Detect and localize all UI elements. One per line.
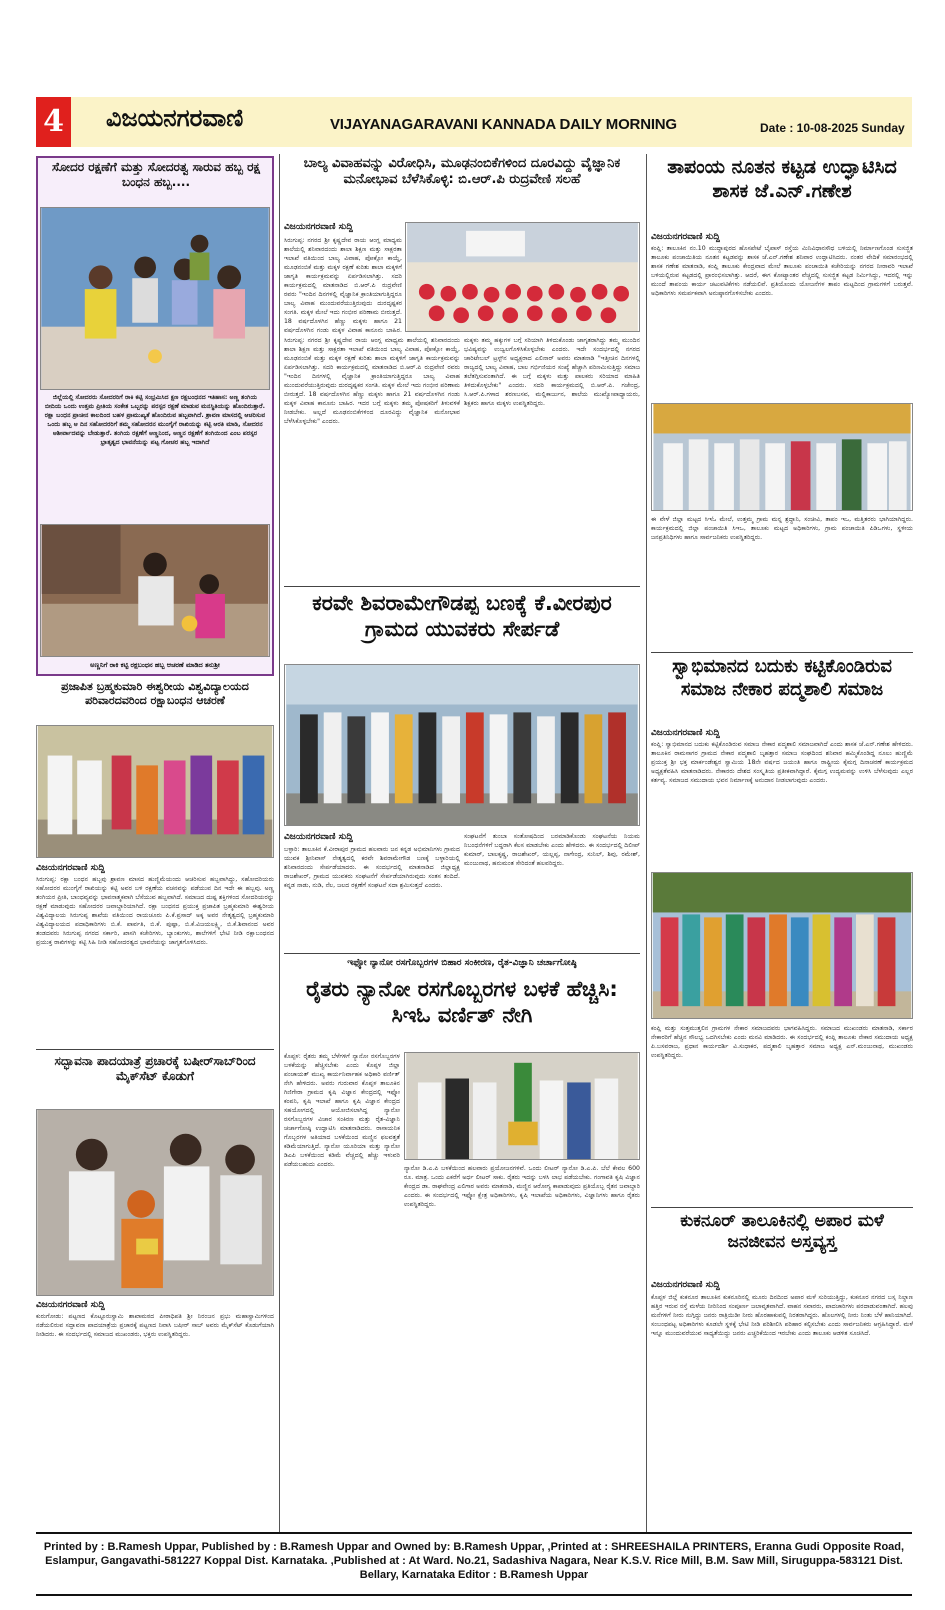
article-body: ಕೊಪ್ಪಳ ಜಿಲ್ಲೆ ಕುಕನೂರ ತಾಲೂಕಿನ ಕುಕನೂರಿನಲ್ಲಿ ಮೂರು ದಿನದಿಂದ ಅಪಾರ ಮಳೆ ಸುರಿಯುತ್ತಿದ್ದು, ಕುಕನೂರ ನಗರದ ಬಸ್ಸ ನಿಲ್ದಾಣ ಹತ್ತಿರ ಇರುವ ರಸ್ತೆ ಮಳೆಯ ನೀರಿನಿಂದ ಸಂಪೂರ್ಣ ಜಲಾವೃತವಾಗಿದೆ. ವಾಹನ ಸವಾರರು, ಪಾದಚಾರಿಗಳು ಪರದಾಡುವಂತಾಗಿದೆ. ಹಲವು ಮನೆಗಳಿಗೆ ನೀರು ನುಗ್ಗಿದ್ದು ಜನರು ರಾತ್ರಿಯಿಡೀ ನೀರು ಹೊರಹಾಕುವಲ್ಲಿ ನಿರತರಾಗಿದ್ದರು. ಹೊಲಗಳಲ್ಲಿ ನೀರು ನಿಂತು ಬೆಳೆ ಹಾನಿಯಾಗಿದೆ. ಸಂಬಂಧಪಟ್ಟ ಅಧಿಕಾರಿಗಳು ಕೂಡಲೇ ಸ್ಥಳಕ್ಕೆ ಭೇಟಿ ನೀಡಿ ಪರಿಶೀಲಿಸಿ ಪರಿಹಾರ ಕಲ್ಪಿಸಬೇಕು ಎಂದು ಸಾರ್ವಜನಿಕರು ಆಗ್ರಹಿಸಿದ್ದಾರೆ. ಮಳೆ ಇನ್ನೂ ಮುಂದುವರೆಯುವ ಸಾಧ್ಯತೆಯಿದ್ದು ಜನರು ಎಚ್ಚರಿಕೆಯಿಂದ ಇರಬೇಕು ಎಂದು ತಾಲೂಕು ಆಡಳಿತ ಸೂಚಿಸಿದೆ. xyxy=(651,1294,913,1337)
photo-youth-joining-graphic xyxy=(285,665,639,825)
photo-school-awareness xyxy=(405,222,640,332)
article-byline: ವಿಜಯನಗರವಾಣಿ ಸುದ್ದಿ xyxy=(284,222,353,232)
article-headline: ತಾಪಂಯ ನೂತನ ಕಟ್ಟಡ ಉದ್ಘಾಟಿಸಿದ ಶಾಸಕ ಜೆ.ಎನ್.ಗಣೇಶ xyxy=(667,156,897,202)
article-byline: ವಿಜಯನಗರವಾಣಿ ಸುದ್ದಿ xyxy=(36,1300,105,1310)
article-divider xyxy=(651,652,913,653)
imprint-line: Bellary, Karnataka Editor : B.Ramesh Uppar xyxy=(359,1569,589,1581)
masthead-subtitle: VIJAYANAGARAVANI KANNADA DAILY MORNING xyxy=(330,116,677,133)
photo-nano-fertilizer-event xyxy=(404,1052,640,1160)
article-headline: ಸದ್ಭಾವನಾ ಪಾದಯಾತ್ರೆ ಪ್ರಚಾರಕ್ಕೆ ಬಷೀರ್‌ಸಾಬ್‌ರಿಂದ ಮೈಕ್‌ಸೆಟ್ ಕೊಡುಗೆ xyxy=(54,1054,256,1083)
photo-weaver-community xyxy=(651,872,913,1019)
photo-mic-set-donation xyxy=(36,1109,274,1296)
article-body: ಕುರುಗೋಡು: ಪಟ್ಟಣದ ಕೊಟ್ಟೂರುಸ್ವಾಮಿ ಶಾಖಾಮಠದ ಪೀಠಾಧಿಪತಿ ಶ್ರೀ ನಿರಂಜನ ಪ್ರಭು ಮಹಾಸ್ವಾಮಿಗಳಿಂದ ನಡೆಯಲಿರುವ ಸದ್ಭಾವನಾ ಪಾದಯಾತ್ರೆಯ ಪ್ರಚಾರಕ್ಕೆ ಪಟ್ಟಣದ ನಿವಾಸಿ ಬಷೀರ್ ಸಾಬ್ ಅವರು ಮೈಕ್‌ಸೆಟ್ ಕೊಡುಗೆಯಾಗಿ ನೀಡಿದರು. ಈ ಸಂದರ್ಭದಲ್ಲಿ ಸಮಾಜದ ಮುಖಂಡರು, ಭಕ್ತರು ಉಪಸ್ಥಿತರಿದ್ದರು. xyxy=(36,1313,274,1338)
article-kicker: ಇಫ್ಕೋ ನ್ಯಾನೋ ರಸಗೊಬ್ಬರಗಳ ಬಿಹಾರ ಸಂಕೀರಣ, ರೈತ-ವಿಜ್ಞಾನಿ ಚರ್ಚಾಗೋಷ್ಠಿ xyxy=(347,958,577,968)
article-divider xyxy=(284,953,640,954)
article-headline: ಕುಕನೂರ್ ತಾಲೂಕಿನಲ್ಲಿ ಅಪಾರ ಮಳೆ ಜನಜೀವನ ಅಸ್ತವ್ಯಸ್ತ xyxy=(680,1211,884,1253)
article-byline: ವಿಜಯನಗರವಾಣಿ ಸುದ್ದಿ xyxy=(651,232,720,242)
article-body: ಮಕ್ಕಳು ತಮ್ಮ ಹಕ್ಕುಗಳ ಬಗ್ಗೆ ಸರಿಯಾಗಿ ತಿಳಿದುಕೊಂಡು ಜಾಗೃತರಾಗಿದ್ದು ತಮ್ಮ ಮುಂದಿನ ಭವಿಷ್ಯವನ್ನು ಉಜ್ವಲಗೊಳಿಸಿಕೊಳ್ಳಬೇಕು ಎಂದರು. ಇದೇ ಸಂದರ್ಭದಲ್ಲಿ ನಗರದ ಚಾರಿಟೇಬಲ್ ಟ್ರಸ್ಟ್‌ನ ಅಧ್ಯಕ್ಷರಾದ ಎಲಿನಾರ್ ಅವರು ಮಾತನಾಡಿ "ಇತ್ತೀಚಿನ ದಿನಗಳಲ್ಲಿ ರಾಜ್ಯದಲ್ಲಿ ಬಾಲ್ಯ ವಿವಾಹ, ಬಾಲ ಗರ್ಭಿಣಿಯರ ಸಂಖ್ಯೆ ಹೆಚ್ಚಾಗಿ ಪರಿಣಮಿಸುತ್ತಿದ್ದು ಸಮಾಜ ತಲೆತಗ್ಗಿಸುವಂತಾಗಿದೆ. ಈ ಬಗ್ಗೆ ಮಕ್ಕಳು ಮತ್ತು ಪಾಲಕರು ಸರಿಯಾದ ಮಾಹಿತಿ ತಿಳಿದುಕೊಳ್ಳಬೇಕು" ಎಂದರು. ಸದರಿ ಕಾರ್ಯಕ್ರಮದಲ್ಲಿ ಬಿ.ಆರ್.ಪಿ. ಗಜೇಂದ್ರ, ಸಿ.ಆರ್.ಪಿ.ಗಳಾದ ಶರಣಬಸವ, ಮಲ್ಲಿಕಾರ್ಜುನ, ಶಾಲೆಯ ಮುಖ್ಯೋಪಾಧ್ಯಾಯರು, ಶಿಕ್ಷಕರು ಹಾಗೂ ಮಕ್ಕಳು ಉಪಸ್ಥಿತರಿದ್ದರು. xyxy=(464,337,640,407)
imprint-line: Eslampur, Gangavathi-581227 Koppal Dist. Karnataka. ,Published at : At Ward. No.21, Sadashiva Nagara, Near K.S.V. Rice Mill, B.M. Saw Mill, Siruguppa-583121 Dist. xyxy=(45,1555,903,1567)
article-byline: ವಿಜಯನಗರವಾಣಿ ಸುದ್ದಿ xyxy=(36,863,105,873)
photo-building-inauguration-graphic xyxy=(652,404,912,510)
article-headline: ಕರವೇ ಶಿವರಾಮೇಗೌಡಪ್ಪ ಬಣಕ್ಕೆ ಕೆ.ವೀರಪುರ ಗ್ರಾಮದ ಯುವಕರು ಸೇರ್ಪಡೆ xyxy=(312,591,612,642)
imprint-footer xyxy=(36,1540,912,1592)
article-divider xyxy=(651,1207,913,1208)
article-byline: ವಿಜಯನಗರವಾಣಿ ಸುದ್ದಿ xyxy=(651,728,720,738)
footer-top-rule xyxy=(36,1532,912,1534)
footer-bottom-rule xyxy=(36,1594,912,1596)
article-headline: ರೈತರು ನ್ಯಾನೋ ರಸಗೊಬ್ಬರಗಳ ಬಳಕೆ ಹೆಚ್ಚಿಸಿ: ಸಿಇಓ ವರ್ಣಿತ್ ನೇಗಿ xyxy=(306,977,618,1028)
article-body: ಸಿರುಗುಪ್ಪ: ನಗರದ ಶ್ರೀ ಕೃಷ್ಣದೇವ ರಾಯ ಆಂಗ್ಲ ಮಾಧ್ಯಮ ಶಾಲೆಯಲ್ಲಿ ಶನಿವಾರದಂದು ಶಾಲಾ ಶಿಕ್ಷಣ ಮತ್ತು ಸಾಕ್ಷರತಾ ಇಲಾಖೆ ವತಿಯಿಂದ ಬಾಲ್ಯ ವಿವಾಹ, ಪೋಕ್ಸೋ ಕಾಯ್ದೆ, ಮೂಢನಂಬಿಕೆ ಮತ್ತು ಮಕ್ಕಳ ರಕ್ಷಣೆ ಕುರಿತು ಶಾಲಾ ಮಕ್ಕಳಿಗೆ ಜಾಗೃತಿ ಕಾರ್ಯಕ್ರಮವನ್ನು ಏರ್ಪಡಿಸಲಾಗಿತ್ತು. ಸದರಿ ಕಾರ್ಯಕ್ರಮದಲ್ಲಿ ಮಾತನಾಡಿದ ಬಿ.ಆರ್.ಪಿ ರುದ್ರವೇಣಿ ರವರು "ಇಂದಿನ ದಿನಗಳಲ್ಲಿ ವೈಜ್ಞಾನಿಕ ಕ್ರಾಂತಿಯಾಗುತ್ತಿದ್ದರೂ ಬಾಲ್ಯ ವಿವಾಹ ಮುಂದುವರೆಯುತ್ತಿರುವುದು ದುರದೃಷ್ಟಕರ ಸಂಗತಿ. ಮಕ್ಕಳ ಮೇಲೆ ಇದು ಗಂಭೀರ ಪರಿಣಾಮ ಬೀರುತ್ತದೆ. 18 ವರ್ಷದೊಳಗಿನ ಹೆಣ್ಣು ಮಕ್ಕಳು ಹಾಗೂ 21 ವರ್ಷದೊಳಗಿನ ಗಂಡು ಮಕ್ಕಳ ವಿವಾಹ ಕಾನೂನು ಬಾಹಿರ. xyxy=(284,237,402,334)
article-body: ನ್ಯಾನೋ ಡಿ.ಎ.ಪಿ ಬಳಕೆಯಿಂದ ಹಲವಾರು ಪ್ರಯೋಜನಗಳಿವೆ. ಒಂದು ಲೀಟರ್ ನ್ಯಾನೋ ಡಿ.ಎ.ಪಿ. ಬೆಲೆ ಕೇವಲ 600 ರೂ. ಮಾತ್ರ. ಒಂದು ಎಕರೆಗೆ ಅರ್ಧ ಲೀಟರ್ ಸಾಕು. ರೈತರು ಇದನ್ನು ಬಳಸಿ ಲಾಭ ಪಡೆಯಬೇಕು. ಗಂಗಾವತಿ ಕೃಷಿ ವಿಜ್ಞಾನ ಕೇಂದ್ರದ ಡಾ. ರಾಘವೇಂದ್ರ ಎಲಿಗಾರ ಅವರು ಮಾತನಾಡಿ, ಮಣ್ಣಿನ ಆರೋಗ್ಯ ಕಾಪಾಡುವುದು ಪ್ರತಿಯೊಬ್ಬ ರೈತನ ಜವಾಬ್ದಾರಿ ಎಂದರು. ಈ ಸಂದರ್ಭದಲ್ಲಿ ಇಫ್ಕೋ ಕ್ಷೇತ್ರ ಅಧಿಕಾರಿಗಳು, ಕೃಷಿ ಇಲಾಖೆಯ ಅಧಿಕಾರಿಗಳು, ವಿಜ್ಞಾನಿಗಳು ಹಾಗೂ ರೈತರು ಉಪಸ್ಥಿತರಿದ್ದರು. xyxy=(404,1165,640,1208)
article-divider xyxy=(284,586,640,587)
photo-sister-tying-rakhi xyxy=(40,524,270,657)
photo-youth-joining xyxy=(284,664,640,826)
photo-brahmakumari-group xyxy=(36,725,274,858)
article-body: ಈ ವೇಳೆ ಜಿಲ್ಲಾ ಮಟ್ಟದ ಸಿಇಓ ಮೇಲೆ, ಉತ್ತಮ್ಮ ಗ್ರಾಮ ಮನ್ನ ಶ್ರದ್ಧಾನಿ, ಸಂಚೀವಿ, ತಾಪಂ ಇಒ, ಮತ್ತಿತರರು ಭಾಗಿಯಾಗಿದ್ದರು. ಕಾರ್ಯಕ್ರಮದಲ್ಲಿ ಜಿಲ್ಲಾ ಪಂಚಾಯಿತಿ ಸಿಇಒ, ತಾಲೂಕು ಮಟ್ಟದ ಅಧಿಕಾರಿಗಳು, ಗ್ರಾಮ ಪಂಚಾಯಿತಿ ಪಿಡಿಒಗಳು, ಸ್ಥಳೀಯ ಜನಪ್ರತಿನಿಧಿಗಳು ಹಾಗೂ ಸಾರ್ವಜನಿಕರು ಉಪಸ್ಥಿತರಿದ್ದರು. xyxy=(651,516,913,541)
page-number: 4 xyxy=(36,97,71,147)
photo-sister-tying-rakhi-graphic xyxy=(41,525,269,656)
issue-date: Date : 10-08-2025 Sunday xyxy=(760,121,905,135)
article-body: ಸಂಘಟನೆಗೆ ತುಂಬಾ ಸಂತೋಷದಿಂದ ಬರಮಾಡಿಕೊಂಡು ಸಂಘಟನೆಯ ನಿಯಮ ನಿಬಂಧನೆಗಳಿಗೆ ಬದ್ಧರಾಗಿ ಕೆಲಸ ಮಾಡಬೇಕು ಎಂದು ಹೇಳಿದರು. ಈ ಸಂದರ್ಭದಲ್ಲಿ ದಿಲೀಪ್ ಕುಮಾರ್, ಬಾಲಕೃಷ್ಣ, ರಾಜಶೇಖರ್, ಯಲ್ಲಪ್ಪ, ನಾಗೇಂದ್ರ, ಸುನಿಲ್, ಶಿವು, ರಮೇಶ್, ಮಂಜುನಾಥ, ಹನುಮಂತ ಸೇರಿದಂತೆ ಹಲವರಿದ್ದರು. xyxy=(464,833,640,867)
column-divider xyxy=(279,154,280,1532)
imprint-line: Printed by : B.Ramesh Uppar, Published by : B.Ramesh Uppar and Owned by: B.Ramesh Uppar, ,Printed at : SHREESHAILA PRINTERS, Eranna Gudi Opposite Road, xyxy=(43,1541,905,1553)
photo-building-inauguration xyxy=(651,403,913,511)
column-divider xyxy=(646,154,647,1532)
masthead-title: ವಿಜಯನಗರವಾಣಿ xyxy=(106,104,244,132)
article-body: ಕಂಪ್ಲಿ: ಸ್ವಾಭಿಮಾನದ ಬದುಕು ಕಟ್ಟಿಕೊಂಡಿರುವ ಸಮಾಜ ನೇಕಾರ ಪದ್ಮಶಾಲಿ ಸಮಾಜವಾಗಿದೆ ಎಂದು ಶಾಸಕ ಜೆ.ಎನ್.ಗಣೇಶ ಹೇಳಿದರು. ತಾಲೂಕಿನ ರಾಮಸಾಗರ ಗ್ರಾಮದ ನೇಕಾರ ಪದ್ಮಶಾಲಿ ಬೃಹತ್ತಾರ ಸಮಾಜ ಸಂಘದಿಂದ ಶನಿವಾರ ಹಮ್ಮಿಕೊಂಡಿದ್ದ ನೂಲು ಹುಣ್ಣಿಮೆ ಪ್ರಯುಕ್ತ ಶ್ರೀ ಭಕ್ತ ಮಾರ್ಕಂಡೇಶ್ವರ ಸ್ವಾಮಿಯ 18ನೇ ವರ್ಷದ ಜಯಂತಿ ಹಾಗೂ ರಾಷ್ಟ್ರೀಯ ಕೈಮಗ್ಗ ದಿನಾಚರಣೆ ಕಾರ್ಯಕ್ರಮದ ಅಧ್ಯಕ್ಷತೆವಹಿಸಿ ಮಾತನಾಡಿದರು. ನೇಕಾರರು ದೇಶದ ಸಂಸ್ಕೃತಿಯ ಪ್ರತೀಕವಾಗಿದ್ದಾರೆ. ಕೈಮಗ್ಗ ಉದ್ಯಮವನ್ನು ಉಳಿಸಿ ಬೆಳೆಸುವುದು ಎಲ್ಲರ ಕರ್ತವ್ಯ. ಸಮಾಜದ ಸಮುದಾಯ ಭವನ ನಿರ್ಮಾಣಕ್ಕೆ ಅನುದಾನ ನೀಡಲಾಗುವುದು ಎಂದರು. xyxy=(651,741,913,784)
photo-family-rakhi-graphic xyxy=(41,208,269,389)
photo-brahmakumari-group-graphic xyxy=(37,726,273,857)
photo-nano-fertilizer-event-graphic xyxy=(405,1053,639,1159)
photo-school-awareness-graphic xyxy=(406,223,639,331)
article-byline: ವಿಜಯನಗರವಾಣಿ ಸುದ್ದಿ xyxy=(284,832,353,842)
article-headline: ಸೋದರ ರಕ್ಷಣೆಗೆ ಮತ್ತು ಸೋದರತ್ವ ಸಾರುವ ಹಬ್ಬ ರಕ್ಷ ಬಂಧನ ಹಬ್ಬ.... xyxy=(51,160,260,189)
photo-caption: ಅಣ್ಣನಿಗೆ ರಾಕಿ ಕಟ್ಟಿ ರಕ್ಷಬಂಧನ ಹಬ್ಬ ಆಚರಣೆ ಮಾಡಿದ ತನುಶ್ರೀ xyxy=(90,661,220,669)
article-body: ಸಿರುಗುಪ್ಪ: ರಕ್ಷಾ ಬಂಧನ ಹಬ್ಬವು ಶ್ರಾವಣ ಮಾಸದ ಹುಣ್ಣಿಮೆಯಂದು ಆಚರಿಸುವ ಹಬ್ಬವಾಗಿದ್ದು, ಸಹೋದರಿಯರು ಸಹೋದರರ ಮುಂಗೈಗೆ ರಾಖಿಯನ್ನು ಕಟ್ಟಿ ಅವರ ಬಳಿ ರಕ್ಷಣೆಯ ವಚನವನ್ನು ಪಡೆಯುವ ದಿನ ಇದೇ ಈ ಹಬ್ಬವು. ಅಣ್ಣ ತಂಗಿಯರ ಪ್ರೀತಿ, ಬಾಂಧವ್ಯವನ್ನು ಭಾವನಾತ್ಮಕವಾಗಿ ಬೆಸೆಯುವ ಹಬ್ಬವಾಗಿದೆ. ಸಮಾಜದ ದುಷ್ಟ ಶಕ್ತಿಗಳಿಂದ ಸೋದರಿಯರನ್ನು ರಕ್ಷಣೆ ಮಾಡುವುದು ಸಹೋದರರ ಜವಾಬ್ದಾರಿಯಾಗಿದೆ. ರಕ್ಷಾ ಬಂಧನದ ಪ್ರಯುಕ್ತ ಪ್ರಜಾಪಿತ ಬ್ರಹ್ಮಕುಮಾರಿ ಈಶ್ವರೀಯ ವಿಶ್ವವಿದ್ಯಾಲಯ ಸಿರುಗುಪ್ಪ ಶಾಖೆಯ ವತಿಯಿಂದ ರಾಯಚೂರು ಪಿ.ಕೆ.ಪ್ರಸಾದ್ ಅಕ್ಕ ಅವರ ನೇತೃತ್ವದಲ್ಲಿ ಬ್ರಹ್ಮಕುಮಾರಿ ವಿಶ್ವವಿದ್ಯಾಲಯದ ಪದಾಧಿಕಾರಿಗಳು ಬಿ.ಕೆ. ಪಾರ್ವತಿ, ಬಿ.ಕೆ. ಪುಷ್ಪಾ, ಬಿ.ಕೆ.ವಿಜಯಲಕ್ಷ್ಮಿ, ಬಿ.ಕೆ.ಶಿವಾನಂದ ಅವರ ತಂಡದವರು ಸಿರುಗುಪ್ಪ ನಗರದ ಸರ್ಕಾರಿ, ಖಾಸಗಿ ಕಚೇರಿಗಳು, ಬ್ಯಾಂಕುಗಳು, ಶಾಲೆಗಳಿಗೆ ಭೇಟಿ ನೀಡಿ ರಕ್ಷಾಬಂಧನದ ಪ್ರಯುಕ್ತ ರಾಖಿಗಳನ್ನು ಕಟ್ಟಿ ಸಿಹಿ ನೀಡಿ ಸಹೋದರತ್ವದ ಭಾವನೆಯನ್ನು ಜಾಗೃತಗೊಳಿಸಿದರು. xyxy=(36,876,274,946)
article-headline: ಸ್ವಾಭಿಮಾನದ ಬದುಕು ಕಟ್ಟಿಕೊಂಡಿರುವ ಸಮಾಜ ನೇಕಾರ ಪದ್ಮಶಾಲಿ ಸಮಾಜ xyxy=(672,656,892,700)
article-body: ಬಳ್ಳಾರಿ: ತಾಲೂಕಿನ ಕೆ.ವೀರಾಪುರ ಗ್ರಾಮದ ಹಲವಾರು ಜನ ಕನ್ನಡ ಅಭಿಮಾನಿಗಳು ಗ್ರಾಮದ ಯುವಕ ಶ್ರೀನಿವಾಸ್ ನೇತೃತ್ವದಲ್ಲಿ ಕರವೇ ಶಿವರಾಮೇಗೌಡ ಬಣಕ್ಕೆ ಬಳ್ಳಾರಿಯಲ್ಲಿ ಶನಿವಾರದಂದು ಸೇರ್ಪಡೆಯಾದರು. ಈ ಸಂದರ್ಭದಲ್ಲಿ ಮಾತನಾಡಿದ ಜಿಲ್ಲಾಧ್ಯಕ್ಷ ರಾಜಶೇಖರ್, ಗ್ರಾಮದ ಯುವಕರು ಸಂಘಟನೆಗೆ ಸೇರ್ಪಡೆಯಾಗಿರುವುದು ಸಂತಸ ತಂದಿದೆ. ಕನ್ನಡ ನಾಡು, ನುಡಿ, ನೆಲ, ಜಲದ ರಕ್ಷಣೆಗೆ ಸಂಘಟನೆ ಸದಾ ಶ್ರಮಿಸುತ್ತದೆ ಎಂದರು. xyxy=(284,846,460,889)
article-body: ಕಂಪ್ಲಿ ಮತ್ತು ಸುತ್ತಮುತ್ತಲಿನ ಗ್ರಾಮಗಳ ನೇಕಾರ ಸಮಾಜದವರು ಭಾಗವಹಿಸಿದ್ದರು. ಸಮಾಜದ ಮುಖಂಡರು ಮಾತನಾಡಿ, ಸರ್ಕಾರ ನೇಕಾರರಿಗೆ ಹೆಚ್ಚಿನ ಸೌಲಭ್ಯ ಒದಗಿಸಬೇಕು ಎಂದು ಮನವಿ ಮಾಡಿದರು. ಈ ಸಂದರ್ಭದಲ್ಲಿ ಕಂಪ್ಲಿ ತಾಲೂಕು ನೇಕಾರ ಸಮುದಾಯ ಅಧ್ಯಕ್ಷ ಪಿ.ಬಸವರಾಜ, ಪ್ರಧಾನ ಕಾರ್ಯದರ್ಶಿ ವಿ.ಸುಧಾಕರ, ಪದ್ಮಶಾಲಿ ಬೃಹತ್ತಾರ ಸಮಾಜ ಅಧ್ಯಕ್ಷ ಎನ್.ಮಂಜುನಾಥ, ಮುಖಂಡರು ಉಪಸ್ಥಿತರಿದ್ದರು. xyxy=(651,1025,913,1059)
article-body: ಜಿಲ್ಲೆಯಲ್ಲಿ ಸೋದರರು ಸೋದರರಿಗೆ ರಾಕಿ ಕಟ್ಟಿ ಸಂಭ್ರಮಿಸಿದ ಕ್ಷಣ ರಕ್ಷಬಂಧನದ ಇತಿಹಾಸ: ಅಣ್ಣ ತಂಗಿಯ ಬೀದಿಯ ಒಂದು ಉತ್ತಮ ಪ್ರೀತಿಯ ಸಂಕೇತ ಒಬ್ಬರನ್ನು ಪರಸ್ಪರ ರಕ್ಷಣೆ ಮಾಡುವ ಮನಸ್ಥಿತಿಯನ್ನು ಹೊಂದಿರುತ್ತಾರೆ. ರಕ್ಷಾ ಬಂಧನ ಪ್ರಾಚೀನ ಕಾಲದಿಂದ ಬಹಳ ಪ್ರಾಮುಖ್ಯತೆ ಹೊಂದಿರುವ ಹಬ್ಬವಾಗಿದೆ. ಶ್ರಾವಣ ಮಾಸದಲ್ಲಿ ಆಚರಿಸುವ ಒಂದು ಹಬ್ಬ ಆ ದಿನ ಸಹೋದರರಿಗೆ ತಮ್ಮ ಸಹೋದರನ ಮುಂಗೈಗೆ ರಾಖಿಯನ್ನು ಕಟ್ಟಿ ಆರತಿ ಮಾಡಿ, ಸೋದರನ ಆಶೀರ್ವಾದವನ್ನು ಬೇಡುತ್ತಾರೆ. ತಂಗಿಯ ರಕ್ಷಣೆಗೆ ಆಣ್ಣನಿಂದ, ಅಣ್ಣನ ರಕ್ಷಣೆಗೆ ತಂಗಿಯಿಂದ ಎಂಬ ಪರಸ್ಪರ ಭ್ರಾತೃತ್ವದ ಭಾವನೆಯನ್ನು ಪಟ್ಟ ಗೋಚರ ಹಬ್ಬ ಇದಾಗಿದೆ xyxy=(44,394,266,446)
article-headline: ಪ್ರಜಾಪಿತ ಬ್ರಹ್ಮಕುಮಾರಿ ಈಶ್ವರೀಯ ವಿಶ್ವವಿದ್ಯಾಲಯದ ಪರಿವಾರದವರಿಂದ ರಕ್ಷಾಬಂಧನ ಆಚರಣೆ xyxy=(61,680,249,707)
photo-family-rakhi xyxy=(40,207,270,390)
article-byline: ವಿಜಯನಗರವಾಣಿ ಸುದ್ದಿ xyxy=(651,1280,720,1290)
photo-weaver-community-graphic xyxy=(652,873,912,1018)
photo-mic-set-donation-graphic xyxy=(37,1110,273,1295)
article-divider xyxy=(36,1049,274,1050)
article-body: ಕಂಪ್ಲಿ: ತಾಲೂಕಿನ ನಂ.10 ಮುದ್ದಾಪುರದ ಹೊಸಪೇಟೆ ಬೈಪಾಸ್ ರಸ್ತೆಯ ಮಿನಿವಿಧಾನಸೌಧ ಬಳಿಯಲ್ಲಿ ನಿರ್ಮಾಣಗೊಂಡ ಸುಸಜ್ಜಿತ ತಾಲೂಕು ಪಂಚಾಯಿತಿಯ ನೂತನ ಕಟ್ಟಡವನ್ನು ಶಾಸಕ ಜೆ.ಎನ್.ಗಣೇಶ ಶನಿವಾರ ಉದ್ಘಾಟಿಸಿದರು. ನಂತರ ವೇದಿಕೆ ಸಮಾರಂಭದಲ್ಲಿ ಶಾಸಕ ಗಣೇಶ ಮಾತನಾಡಿ, ಕಂಪ್ಲಿ ತಾಲೂಕು ಕೇಂದ್ರವಾದ ಮೇಲೆ ತಾಲೂಕು ಪಂಚಾಯಿತಿ ಕಚೇರಿಯನ್ನು ನಗರದ ನೀರಾವರಿ ಇಲಾಖೆ ಬಳಿಯಲ್ಲಿರುವ ಕಟ್ಟಡದಲ್ಲಿ ಪ್ರಾರಂಭಿಸಲಾಗಿತ್ತು. ಆದರೆ, ಈಗ ಕೋಟ್ಯಾಂತರ ವೆಚ್ಚದಲ್ಲಿ ಸುಸಜ್ಜಿತ ಕಟ್ಟಡ ನಿರ್ಮಿಸಿದ್ದು, ಇದರಲ್ಲಿ ಇನ್ನು ಮುಂದೆ ತಾಪಂಯ ಕಾರ್ಯ ಚಟುವಟಿಕೆಗಳು ನಡೆಯಲಿವೆ. ಪ್ರತಿಯೊಂದು ಯೋಜನೆಗಳ ತಾಪಂ ಮಟ್ಟದಿಂದ ಗ್ರಾಮಗಳಿಗೆ ಬರುತ್ತವೆ. ಅಧಿಕಾರಿಗಳು ಸಮರ್ಪಕವಾಗಿ ಅನುಷ್ಠಾನಗೊಳಿಸಬೇಕು ಎಂದರು. xyxy=(651,245,913,297)
article-headline: ಬಾಲ್ಯ ವಿವಾಹವನ್ನು ವಿರೋಧಿಸಿ, ಮೂಢನಂಬಿಕೆಗಳಿಂದ ದೂರವಿದ್ದು ವೈಜ್ಞಾನಿಕ ಮನೋಭಾವ ಬೆಳೆಸಿಕೊಳ್ಳಿ: ಬಿ.ಆರ್.ಪಿ ರುದ್ರವೇಣಿ ಸಲಹೆ xyxy=(303,156,621,188)
article-body: ಕೊಪ್ಪಳ: ರೈತರು ತಮ್ಮ ಬೆಳೆಗಳಿಗೆ ನ್ಯಾನೋ ರಸಗೊಬ್ಬರಗಳ ಬಳಕೆಯನ್ನು ಹೆಚ್ಚಿಸಬೇಕು ಎಂದು ಕೊಪ್ಪಳ ಜಿಲ್ಲಾ ಪಂಚಾಯತ್ ಮುಖ್ಯ ಕಾರ್ಯನಿರ್ವಾಹಕ ಅಧಿಕಾರಿ ವರ್ಣಿತ್ ನೇಗಿ ಹೇಳಿದರು. ಅವರು ಗುರುವಾರ ಕೊಪ್ಪಳ ತಾಲೂಕಿನ ಗಿಣಿಗೇರಾ ಗ್ರಾಮದ ಕೃಷಿ ವಿಜ್ಞಾನ ಕೇಂದ್ರದಲ್ಲಿ ಇಫ್ಕೋ ಕಂಪನಿ, ಕೃಷಿ ಇಲಾಖೆ ಹಾಗೂ ಕೃಷಿ ವಿಜ್ಞಾನ ಕೇಂದ್ರದ ಸಹಯೋಗದಲ್ಲಿ ಆಯೋಜಿಸಲಾಗಿದ್ದ ನ್ಯಾನೋ ರಸಗೊಬ್ಬರಗಳ ವಿಚಾರ ಸಂಕಿರಣ ಮತ್ತು ರೈತ-ವಿಜ್ಞಾನಿ ಚರ್ಚಾಗೋಷ್ಠಿ ಉದ್ಘಾಟಿಸಿ ಮಾತನಾಡಿದರು. ರಾಸಾಯನಿಕ ಗೊಬ್ಬರಗಳ ಅತಿಯಾದ ಬಳಕೆಯಿಂದ ಮಣ್ಣಿನ ಫಲವತ್ತತೆ ಕಡಿಮೆಯಾಗುತ್ತಿದೆ. ನ್ಯಾನೋ ಯೂರಿಯಾ ಮತ್ತು ನ್ಯಾನೋ ಡಿಎಪಿ ಬಳಕೆಯಿಂದ ಕಡಿಮೆ ವೆಚ್ಚದಲ್ಲಿ ಹೆಚ್ಚು ಇಳುವರಿ ಪಡೆಯಬಹುದು ಎಂದರು. xyxy=(284,1053,400,1168)
article-body-continued: ಸಿರುಗುಪ್ಪ: ನಗರದ ಶ್ರೀ ಕೃಷ್ಣದೇವ ರಾಯ ಆಂಗ್ಲ ಮಾಧ್ಯಮ ಶಾಲೆಯಲ್ಲಿ ಶನಿವಾರದಂದು ಶಾಲಾ ಶಿಕ್ಷಣ ಮತ್ತು ಸಾಕ್ಷರತಾ ಇಲಾಖೆ ವತಿಯಿಂದ ಬಾಲ್ಯ ವಿವಾಹ, ಪೋಕ್ಸೋ ಕಾಯ್ದೆ, ಮೂಢನಂಬಿಕೆ ಮತ್ತು ಮಕ್ಕಳ ರಕ್ಷಣೆ ಕುರಿತು ಶಾಲಾ ಮಕ್ಕಳಿಗೆ ಜಾಗೃತಿ ಕಾರ್ಯಕ್ರಮವನ್ನು ಏರ್ಪಡಿಸಲಾಗಿತ್ತು. ಸದರಿ ಕಾರ್ಯಕ್ರಮದಲ್ಲಿ ಮಾತನಾಡಿದ ಬಿ.ಆರ್.ಪಿ ರುದ್ರವೇಣಿ ರವರು "ಇಂದಿನ ದಿನಗಳಲ್ಲಿ ವೈಜ್ಞಾನಿಕ ಕ್ರಾಂತಿಯಾಗುತ್ತಿದ್ದರೂ ಬಾಲ್ಯ ವಿವಾಹ ಮುಂದುವರೆಯುತ್ತಿರುವುದು ದುರದೃಷ್ಟಕರ ಸಂಗತಿ. ಮಕ್ಕಳ ಮೇಲೆ ಇದು ಗಂಭೀರ ಪರಿಣಾಮ ಬೀರುತ್ತದೆ. 18 ವರ್ಷದೊಳಗಿನ ಹೆಣ್ಣು ಮಕ್ಕಳು ಹಾಗೂ 21 ವರ್ಷದೊಳಗಿನ ಗಂಡು ಮಕ್ಕಳ ವಿವಾಹ ಕಾನೂನು ಬಾಹಿರ. ಇದರ ಬಗ್ಗೆ ಮಕ್ಕಳು ತಮ್ಮ ಪೋಷಕರಿಗೆ ತಿಳುವಳಿಕೆ ನೀಡಬೇಕು. ಅಲ್ಲದೆ ಮೂಢನಂಬಿಕೆಗಳಿಂದ ದೂರವಿದ್ದು ವೈಜ್ಞಾನಿಕ ಮನೋಭಾವ ಬೆಳೆಸಿಕೊಳ್ಳಬೇಕು" ಎಂದರು. xyxy=(284,337,460,425)
